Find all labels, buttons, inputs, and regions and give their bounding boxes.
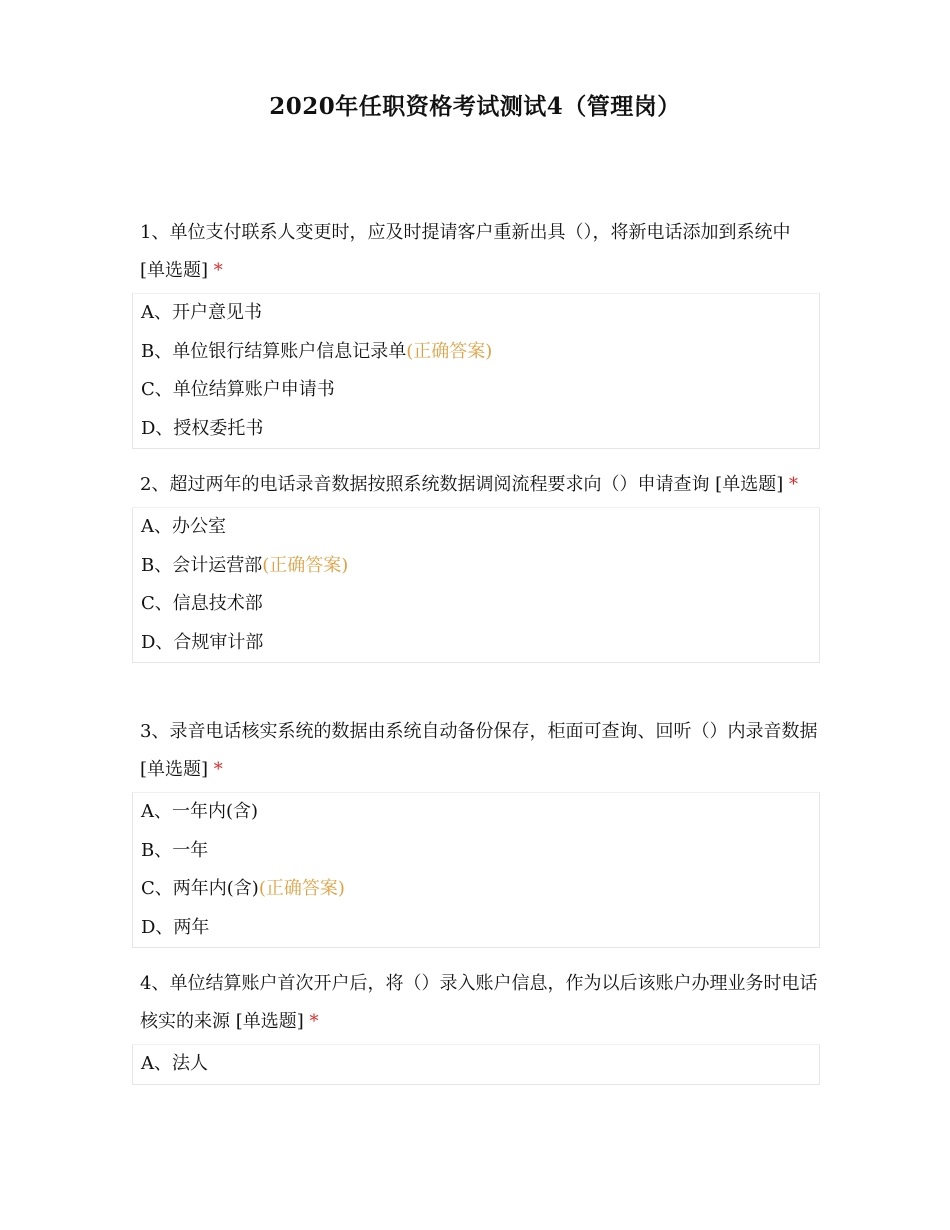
option-c: [133, 585, 819, 624]
question-4: [132, 965, 820, 1085]
option-label: C、信息技术部: [141, 593, 263, 615]
option-b: [133, 333, 819, 372]
correct-answer-note: (正确答案): [262, 554, 349, 576]
required-mark: *: [213, 759, 223, 780]
option-a: [133, 508, 819, 547]
option-b: [133, 832, 819, 871]
question-text: [132, 466, 820, 504]
option-label: B、会计运营部: [141, 554, 263, 576]
option-a: [133, 294, 819, 333]
option-label: A、法人: [141, 1053, 208, 1074]
option-label: C、两年内(含): [141, 878, 259, 900]
question-text-body: 1、单位支付联系人变更时，应及时提请客户重新出具（），将新电话添加到系统中 [单选题]: [140, 222, 791, 281]
required-mark: *: [309, 1011, 319, 1032]
option-list: [132, 1044, 820, 1085]
correct-answer-note: (正确答案): [258, 878, 345, 900]
option-label: B、单位银行结算账户信息记录单: [141, 340, 407, 362]
page-title: 2020年任职资格考试测试4（管理岗）: [269, 93, 681, 120]
option-label: B、一年: [141, 839, 209, 861]
question-text-body: 2、超过两年的电话录音数据按照系统数据调阅流程要求向（）申请查询 [单选题]: [140, 474, 784, 495]
option-d: [133, 624, 819, 663]
option-a: [133, 1045, 819, 1084]
question-text-body: 3、录音电话核实系统的数据由系统自动备份保存，柜面可查询、回听（）内录音数据 [单选题]: [140, 721, 818, 780]
question-text: [132, 214, 820, 290]
option-label: D、授权委托书: [141, 417, 264, 439]
option-label: A、开户意见书: [141, 302, 262, 323]
question-1: [132, 214, 820, 449]
question-text: [132, 965, 820, 1041]
option-list: [132, 507, 820, 663]
option-list: [132, 792, 820, 948]
option-c: [133, 371, 819, 410]
option-d: [133, 909, 819, 948]
option-c: [133, 870, 819, 909]
question-text-body: 4、单位结算账户首次开户后，将（）录入账户信息，作为以后该账户办理业务时电话核实的来源 [单选题]: [140, 973, 818, 1032]
question-3: [132, 713, 820, 948]
option-label: A、办公室: [141, 516, 226, 537]
question-text: [132, 713, 820, 789]
option-b: [133, 547, 819, 586]
required-mark: *: [788, 474, 798, 495]
option-label: D、合规审计部: [141, 631, 264, 653]
option-list: [132, 293, 820, 449]
question-2: [132, 466, 820, 663]
correct-answer-note: (正确答案): [406, 340, 493, 362]
option-d: [133, 410, 819, 449]
option-label: C、单位结算账户申请书: [141, 379, 335, 401]
option-label: D、两年: [141, 916, 210, 938]
option-label: A、一年内(含): [141, 801, 259, 822]
required-mark: *: [213, 260, 223, 281]
option-a: [133, 793, 819, 832]
